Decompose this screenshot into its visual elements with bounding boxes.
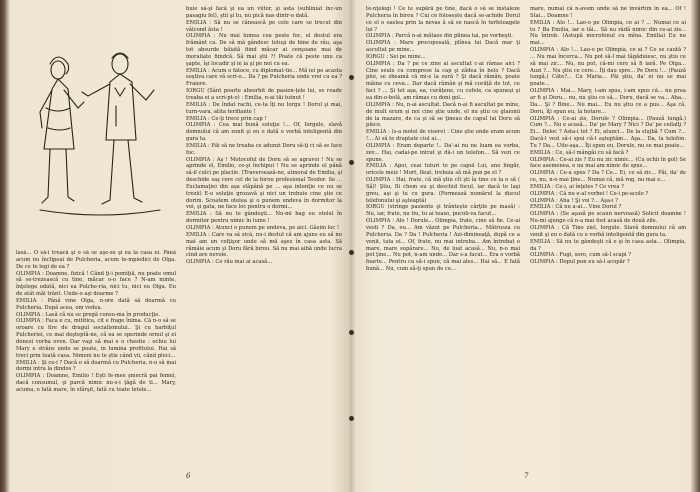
- paragraph: EMILIA : Să nu se cânească pe cele care se trecut din vâlcond ăsta !: [186, 19, 342, 33]
- paragraph: OLIMPIA : Aha ! Şi voi ?... Aşa-i ?: [530, 197, 618, 204]
- paragraph: OLIMPIA : Eram departe !.. Da'-ai nu ne luam ea vorba, zev... Hai, cadai-pe intrat şi dă-i un telefon... Să vezi ce spune.: [366, 142, 520, 163]
- paragraph: OLIMPIA : Hai, frate, că mă ştiu cît şti îa tine ce la o să ( Să)! Ştiu, Ili chem eu şi deschid focul, iar dacă te laşi greu, aşi şi tu cu gura. (Formează numărul la discul telefonului şi aşteaptă): [366, 177, 520, 204]
- paragraph: OLIMPIA : Cea mai bună soluţie !... Of, Iorgule, slavă domnului că am zonit şi eu o dată o vorbă inteligentă din gura ta.: [186, 122, 342, 143]
- paragraph: EMILIA : Că nu a-ai... Vine Dorul ?: [530, 204, 622, 211]
- binding-hole: [349, 416, 354, 421]
- paragraph: OLIMPIA : Nu, n-ai ascultat. Dacă n-ai fi ascultat pe mine, de mult erum şi noi cine ştie unde, el nu ştiu ce glaionii de la mazare, de ca şi să se ţineau de capul lui Doru să plece.: [366, 101, 520, 129]
- paragraph: OLIMPIA : Alo !... Lao-o pe Olimpia, ce ai ? Ce se caută ? ... Nu mai încerca... Nu pot să-l mai tăgăduiesc, nu ştiu ce să mai zic... Nu, nu pot, că-mi cere să fi iară. Pe Olga... Auzi ?... Nu ştiu ce cere... Îţi dau spre... Pe Doru !... (Pauză lungă.) Câte?... Cu Maria... Păi ştiu, da' ei nu se mai poate...: [530, 47, 686, 88]
- paragraph: OLIMPIA : Faca e cu, mititica, cit e frage înima. Că n-o să se oroare cu fire de dragul socialismului.. Şi cu harbiţul Pulcheriei, ce mai deşteptă-ne, că ea se sperinde ornul şi ei donezi vorba oven. Dar vaşi să mai e o chestie : ochiu lui Mary e strâns unde se poate, in lumina profitului. Hai să treci prin toată casa. Nimeni nu te ştie când vii, când pleci...: [16, 318, 176, 359]
- paragraph: EMILIA : Ce-i, ai înţeles ? Ce vrea ?: [530, 183, 624, 190]
- paragraph: OLIMPIA : Că Tino ziel, Iorgule. Slavă domnului că am venit şi eu o dată cu o vorbă inteligentă din gura ta.: [530, 225, 686, 238]
- right-page-left-column: [366, 6, 520, 476]
- paragraph: IORGU : Sei pe mine...: [366, 53, 426, 60]
- paragraph: EMILIA : Păi să ne treaba ce adunzi Doru să-ţi ci să se face foc.: [186, 142, 342, 156]
- right-page: [360, 6, 690, 486]
- paragraph: buie să-şi facă şi ea un viitor, şi asta (subliniat înc-un pasagiu fel), ştii şi tu, nu pică nas dintr-o dată.: [186, 6, 342, 19]
- right-page-right-column: [530, 6, 686, 476]
- illustration-two-figures: [20, 28, 170, 238]
- paragraph: EMILIA : Alo !... Lao-o pe Olimpia, ce ai ? ... Numai ce ai tu ? Ba Emilia, iar o tâi... Să nu râdă nimic din ce-ai zis... Nu întreb. (Astupă microfonul cu mîna. Emilia) Eu nu mai...: [530, 19, 686, 47]
- paragraph: OLIMPIA : Atunci o punem pe undeva, pe aici. Gâsim loc !: [186, 225, 340, 231]
- paragraph: OLIMPIA : Doamne, fizică ! Când ţi-i pomiţiă, nu poate omul să se-trezească cu tine, măcar o-o face ? N-am minte, înţelege odată, nici ea Pulche-ria, nici tu, nici eu Olga. Eu de atât măi trânt. Unde-o aşi doarme ?: [16, 270, 176, 298]
- paragraph: EMILIA : Ce, să-l mângâi cu să facă ?: [530, 149, 629, 156]
- paragraph: EMILIA : Ce-ţi trece prin cap !: [186, 115, 267, 122]
- paragraph: OLIMPIA : Aş ! Motocoful de Doru să se agravoi ! Nu se aprinde el, Emilio, ce-şi închipui ! Nu se aprinde el până să-il culci pe placile. (Traversează-ne, atmoral de Emilia, şi deschide saş cere cel de la birou profesional Teodor. Se ... Exclamaţiei din aşa stăpână pe ... aşa intenţie ce nu se trezii) E-o soluţie grozavă şi nici un trebuie cine ştie ce dorim. Scoatem otelea şi o punem undeva în dormitor la voi, şi gata, ne face loc pentru o dormi...: [186, 156, 342, 211]
- paragraph: EMILIA : Acum o fatoce, cu diplomat-tie... Mă iei pe acasta soştiva care vă scri-o... Da ? pe Pulcheria unde vrei cu ea ? Fraiere.: [186, 67, 342, 88]
- paragraph: EMILIA : Să nu te gândeşti că e şi în casa asta... Olimpia, da ?: [530, 238, 686, 252]
- paragraph: OLIMPIA : Mare procoposală, plînea lui Dacă mar ţi ascultat pe mine...: [366, 40, 520, 54]
- paragraph: te-nţelegi ! Ce te supără pe tine, dacă o să se instaleze Pulcheria în birou ? Cui ce folosește dacă se-achide Dorul ce el o oaslea prin la nevas ă să se nască în terfeloagele lui ?: [366, 6, 520, 33]
- paragraph: OLIMPIA : Ce rău mai ai acasă...: [186, 259, 273, 266]
- paragraph: OLIMPIA : Că nu e-al vorbei ! Ce-i pe-acolo ?: [530, 190, 649, 197]
- paragraph: OLIMPIA : Lasă că nu se pregă consu-ma în producţie.: [16, 311, 161, 318]
- paragraph: OLIMPIA : Parcă n-ai mătaos din plinea tai, pe vorbeşti.: [366, 33, 513, 40]
- paragraph: OLIMPIA : Ce-ai zis, Dorule ? Olimpia... (Pauză lungă.) Cum ?... Nu e acasă... Da' pe Mary ? Nici ? Da' pe ceilalţi ? Ei... Deloc ? Asta-i tot ? Ei, atunci... De la slujbă ? Cum ?... Dacă-l vezi să-i spui că-l aşteptăm... Aşa... Da, la telefon. Tu ? Da... Uite-aşa... Îţi spun eu, Dorule, nu se mai poate...: [530, 115, 686, 149]
- paragraph: EMILIA : Şi ce-i ? Dacă o să doarmă cu Pulcheria, n-o să mai dormi intra la dindos ?: [16, 359, 176, 373]
- paragraph: OLIMPIA : Mai... Mary, i-am spus, i-am spus că... nu prea ar fi şi Doru... nu, nu ştiu ce să... Doru, dacă se va... Aha... Da... Şi ? Bine... Nu mai... Eu nu ştiu ce a pus... Aşa că, Doru, îţi spun eu, la hotare...: [530, 88, 686, 115]
- paragraph: EMILIA : Care va să zică, nu-i destul că am ajuns eu să nu mai am un colţişor unde să mă aşez în casa asta. Să rămâie acum şi Doru fără birou. Să nu mai aibă unde lucra cind are nevoie.: [186, 231, 342, 259]
- paragraph: mare, numai că n-avem unde să ne învârtim în ea... Of ! Stai... Doamne !: [530, 6, 686, 19]
- paragraph: OLIMPIA : Dopul pun eu să-l acopăr ?: [530, 259, 630, 266]
- paragraph: OLIMPIA : Doamne, Emilio ! Eşti fe-mee şmecră pai femei, dacă consumul, şi parcă nimic nu-s-i ţăgă de ti... Mary, acuma, o fată mare, în sfârşit, fată cu toate tetele...: [16, 373, 176, 393]
- binding-hole: [349, 75, 354, 80]
- paragraph: OLIMPIA : Alo ! Dorule... Olimpia, frate, cine să fie. Ce-ai vesti ? Da, eu... Am văzut pe Pulcheria... Mătrusza cu Pulcheria. Da ? Da ! Pulcheria ! Azi-dimineaţă, după ce a venit, tata ei... Of, frate, nu mai intreba... Am întrebat o mare, mare supărare... Nu, de luat acasă... Nu, n-o mai pot ţine... Nu pot, n-am unde... Dar s-a facut... Era o vorbă foarte... Pentru ca să-i spun, că mai ales... Hai să... E fată bună... Nu, cum să-ţi spun de ce...: [366, 218, 520, 273]
- paragraph: OLIMPIA : Nu mai lumea cea peste foc, el destul era frământ ca. De să mă gândesc totuşi de bine de râu, aşa tot absurde băiată fiind măcar ai cenşoane mai de moraliate fiindcă. Să mai ştii ?! Poate că peste unu ca şapte, îşi locadir şi ie ia şi pe noi cu ea.: [186, 33, 342, 67]
- paragraph: EMILIA : Apoi, ceai tuturi to pe capul Lui, ano lingăr, oricele meiz ! Mort, fleat, trebuia să mă pun pe el ?: [366, 163, 520, 177]
- paragraph: IORGU (stringe pasiente şi trântește cărţile pe masă) : Nu, iar, frate, nu tiu, tu ai teaso, pucoli-va facut...: [366, 204, 520, 218]
- binding-hole: [349, 250, 354, 255]
- binding-hole: [349, 330, 354, 335]
- paragraph: OLIMPIA : (Se aşază pe scaun nervoasă) Solicit doamne ! Nu-mi ajunge că n-a mai fost acasă de două zile.: [530, 211, 686, 225]
- paragraph: EMILIA : (s-a motel de visere) : Cine ştie unde eram acum !... Ai să te draptate ciul ai...: [366, 129, 520, 143]
- left-page-bottom-left-column: [16, 250, 176, 476]
- paragraph: lasă... O să-i treacă şi o să se aşe-ze şi ea la casa ei. Până acum nu înclipeai de Pulcheria, acum te-mpiedici de Olga. De ce te legi de ea ?: [16, 250, 176, 270]
- page-number-right: 7: [524, 472, 529, 480]
- paragraph: OLIMPIA : Da ? pe ce zine ai ascultat c-ai râmas aici ? Cine seule cu comprese la cap şi zădea în bolo ? Dacă ploi, se zbeamă că mi-e la sură ? Şi dacă rămăn, poate măine cu ceva... Dar dacă rămân şi mă curăță de tot, ce faci ? ... Şi tot aşa, ea, curăţene, cu cofele, ca spuneşi şi ea din-o-bolă, am rămas cu doni gol...: [366, 60, 520, 101]
- paragraph: EMILIA : De îndat rachi, ce-ta îţi nu Iorgu ! Dorul şi mai, turn-vara, atita terifiante !: [186, 101, 342, 115]
- paragraph: OLIMPIA : Ce-a spus ? Da ? Ce... Ei, ce să zic... Păi, da' de ce, nu, n-o mai ţine... Numai că, mă rog, nu mai e...: [530, 170, 686, 184]
- paragraph: IORGU (Sânt poarte absorbit de pasien-ţele lui, se roade treaba ei a scri-pt-o) : Emilia, n-ai tăi tutnut !: [186, 88, 342, 101]
- paragraph: OLIMPIA : Fugi, soro, cum să-l scapi ?: [530, 252, 631, 259]
- paragraph: OLIMPIA : Ce-ai zis ? Eu nu zic nimic... (Cu ochii în gol) Se face asemenea, e nu mai am nimic de spus...: [530, 156, 686, 170]
- binding-hole: [349, 160, 354, 165]
- paragraph: EMILIA : Să nu te gândeşti... Nu-mi bag eu otelul în dormitor pentru nimic în lume !: [186, 211, 342, 225]
- paragraph: EMILIA : Până vine Olga, n-ore dată să doarmă cu Pulcheria. După acea, om vedea.: [16, 297, 176, 311]
- page-number-left: 6: [186, 472, 191, 480]
- left-page-top-right-column: [186, 6, 342, 476]
- left-page: [14, 6, 344, 486]
